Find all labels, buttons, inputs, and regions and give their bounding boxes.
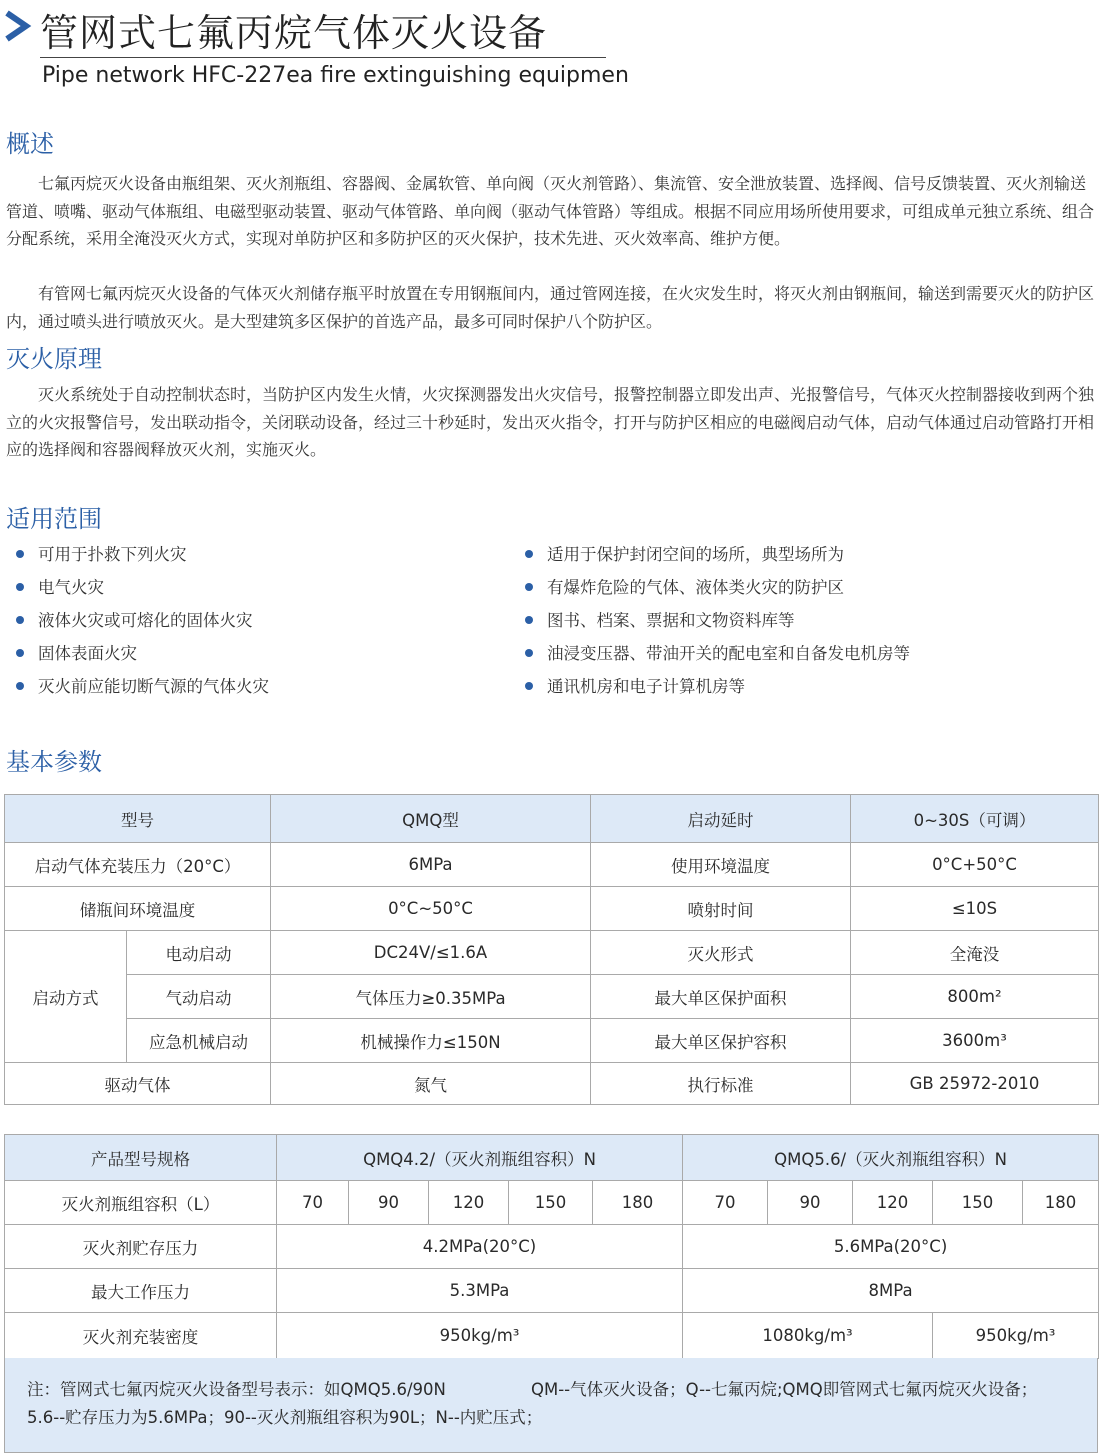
- table-row: 灭火剂瓶组容积（L） 70 90 120 150 180 70 90 120 150 180: [5, 1181, 1099, 1225]
- table-row: 最大工作压力 5.3MPa 8MPa: [5, 1269, 1099, 1313]
- table-row: 启动方式 电动启动 DC24V/≤1.6A 灭火形式 全淹没: [5, 931, 1099, 975]
- page-subtitle: Pipe network HFC-227ea fire extinguishing equipmen: [42, 63, 629, 88]
- table-row: 型号 QMQ型 启动延时 0~30S（可调）: [5, 795, 1099, 843]
- bullet-dot-icon: [525, 616, 533, 624]
- product-spec-table: [4, 1134, 1099, 1359]
- note-line: QM--气体灭火设备；Q--七氟丙烷;QMQ即管网式七氟丙烷灭火设备；: [531, 1380, 1038, 1399]
- table-row: 储瓶间环境温度 0°C~50°C 喷射时间 ≤10S: [5, 887, 1099, 931]
- bullet-dot-icon: [525, 682, 533, 690]
- table-row: 启动气体充装压力（20°C） 6MPa 使用环境温度 0°C+50°C: [5, 843, 1099, 887]
- table-row: 产品型号规格 QMQ4.2/（灭火剂瓶组容积）N QMQ5.6/（灭火剂瓶组容积）N: [5, 1135, 1099, 1181]
- bullet-dot-icon: [525, 550, 533, 558]
- bullet-dot-icon: [16, 682, 24, 690]
- table-row: 灭火剂贮存压力 4.2MPa(20°C) 5.6MPa(20°C): [5, 1225, 1099, 1269]
- section-heading-principle: 灭火原理: [6, 345, 102, 373]
- table-row: 应急机械启动 机械操作力≤150N 最大单区保护容积 3600m³: [5, 1019, 1099, 1063]
- chevron-right-icon: [2, 8, 32, 44]
- bullet-dot-icon: [525, 583, 533, 591]
- section-heading-overview: 概述: [6, 130, 54, 158]
- section-heading-scope: 适用范围: [6, 505, 102, 533]
- start-mode-label: 启动方式: [5, 931, 127, 1063]
- bullet-dot-icon: [16, 583, 24, 591]
- model-note: [4, 1358, 1098, 1453]
- bullet-dot-icon: [16, 616, 24, 624]
- title-divider: [40, 57, 606, 58]
- table-row: 驱动气体 氮气 执行标准 GB 25972-2010: [5, 1063, 1099, 1105]
- page-title: 管网式七氟丙烷气体灭火设备: [40, 11, 548, 55]
- note-line: 5.6--贮存压力为5.6MPa；90--灭火剂瓶组容积为90L；N--内贮压式；: [27, 1408, 543, 1427]
- overview-paragraph-2: 有管网七氟丙烷灭火设备的气体灭火剂储存瓶平时放置在专用钢瓶间内，通过管网连接，在火灾发生时，将灭火剂由钢瓶间，输送到需要灭火的防护区内，通过喷头进行喷放灭火。是大型建筑多区保护的首选产品，最多可同时保护八个防护区。: [6, 284, 1095, 331]
- basic-params-table: [4, 794, 1099, 1105]
- note-line: 注：管网式七氟丙烷灭火设备型号表示：如QMQ5.6/90N: [27, 1380, 446, 1399]
- bullet-dot-icon: [16, 649, 24, 657]
- table-row: 气动启动 气体压力≥0.35MPa 最大单区保护面积 800m²: [5, 975, 1099, 1019]
- bullet-dot-icon: [525, 649, 533, 657]
- principle-paragraph: 灭火系统处于自动控制状态时，当防护区内发生火情，火灾探测器发出火灾信号，报警控制器立即发出声、光报警信号，气体灭火控制器接收到两个独立的火灾报警信号，发出联动指令，关闭联动设备，经过三十秒延时，发出灭火指令，打开与防护区相应的电磁阀启动气体，启动气体通过启动管路打开相应的选择阀和容器阀释放灭火剂，实施灭火。: [6, 385, 1095, 459]
- overview-paragraph-1: 七氟丙烷灭火设备由瓶组架、灭火剂瓶组、容器阀、金属软管、单向阀（灭火剂管路）、集流管、安全泄放装置、选择阀、信号反馈装置、灭火剂输送管道、喷嘴、驱动气体瓶组、电磁型驱动装置、驱动气体管路、单向阀（驱动气体管路）等组成。根据不同应用场所使用要求，可组成单元独立系统、组合分配系统，采用全淹没灭火方式，实现对单防护区和多防护区的灭火保护，技术先进、灭火效率高、维护方便。: [6, 174, 1095, 248]
- bullet-dot-icon: [16, 550, 24, 558]
- section-heading-params: 基本参数: [6, 748, 102, 776]
- page-header: [0, 0, 1100, 100]
- table-row: 灭火剂充装密度 950kg/m³ 1080kg/m³ 950kg/m³: [5, 1313, 1099, 1359]
